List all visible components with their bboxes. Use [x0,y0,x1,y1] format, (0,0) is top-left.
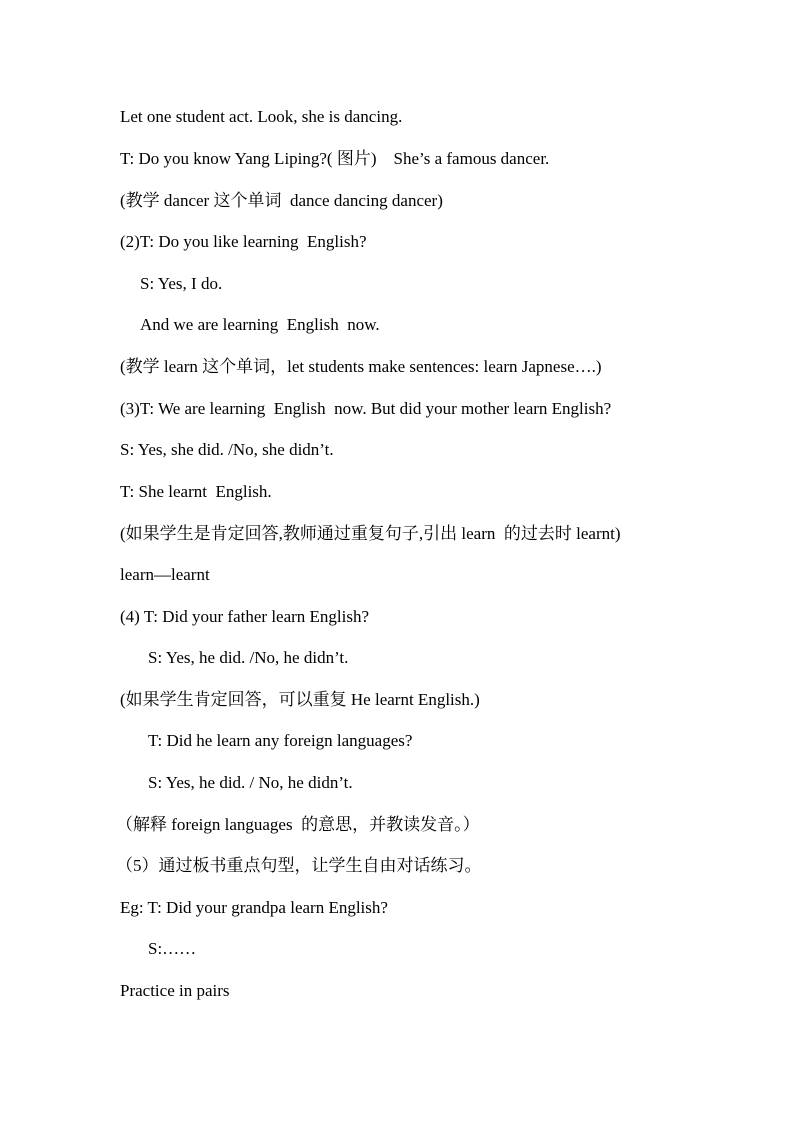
text-line: Eg: T: Did your grandpa learn English? [120,898,388,917]
text-line: (教学 learn 这个单词，let students make sentences: learn Japnese….) [120,357,602,376]
text-line: S: Yes, I do. [140,274,223,293]
text-line: (3)T: We are learning English now. But did your mother learn English? [120,399,612,418]
text-line: (4) T: Did your father learn English? [120,607,370,626]
text-line: T: She learnt English. [120,482,272,501]
text-line: T: Do you know Yang Liping?( 图片) She’s a famous dancer. [120,149,550,168]
text-line: （解释 foreign languages 的意思，并教读发音。） [116,815,480,834]
text-line: learn—learnt [120,565,210,584]
text-line: And we are learning English now. [140,315,380,334]
text-line: S: Yes, he did. / No, he didn’t. [148,773,353,792]
text-line: Practice in pairs [120,981,230,1000]
text-line: (教学 dancer 这个单词 dance dancing dancer) [120,191,443,210]
text-line: S:…… [148,939,197,958]
text-line: (2)T: Do you like learning English? [120,232,367,251]
text-line: (如果学生肯定回答，可以重复 He learnt English.) [120,690,480,709]
text-line: S: Yes, he did. /No, he didn’t. [148,648,349,667]
text-line: （5）通过板书重点句型，让学生自由对话练习。 [116,856,482,875]
text-line: S: Yes, she did. /No, she didn’t. [120,440,334,459]
text-line: Let one student act. Look, she is dancing. [120,107,403,126]
text-line: (如果学生是肯定回答,教师通过重复句子,引出 learn 的过去时 learnt) [120,524,621,543]
text-line: T: Did he learn any foreign languages? [148,731,413,750]
